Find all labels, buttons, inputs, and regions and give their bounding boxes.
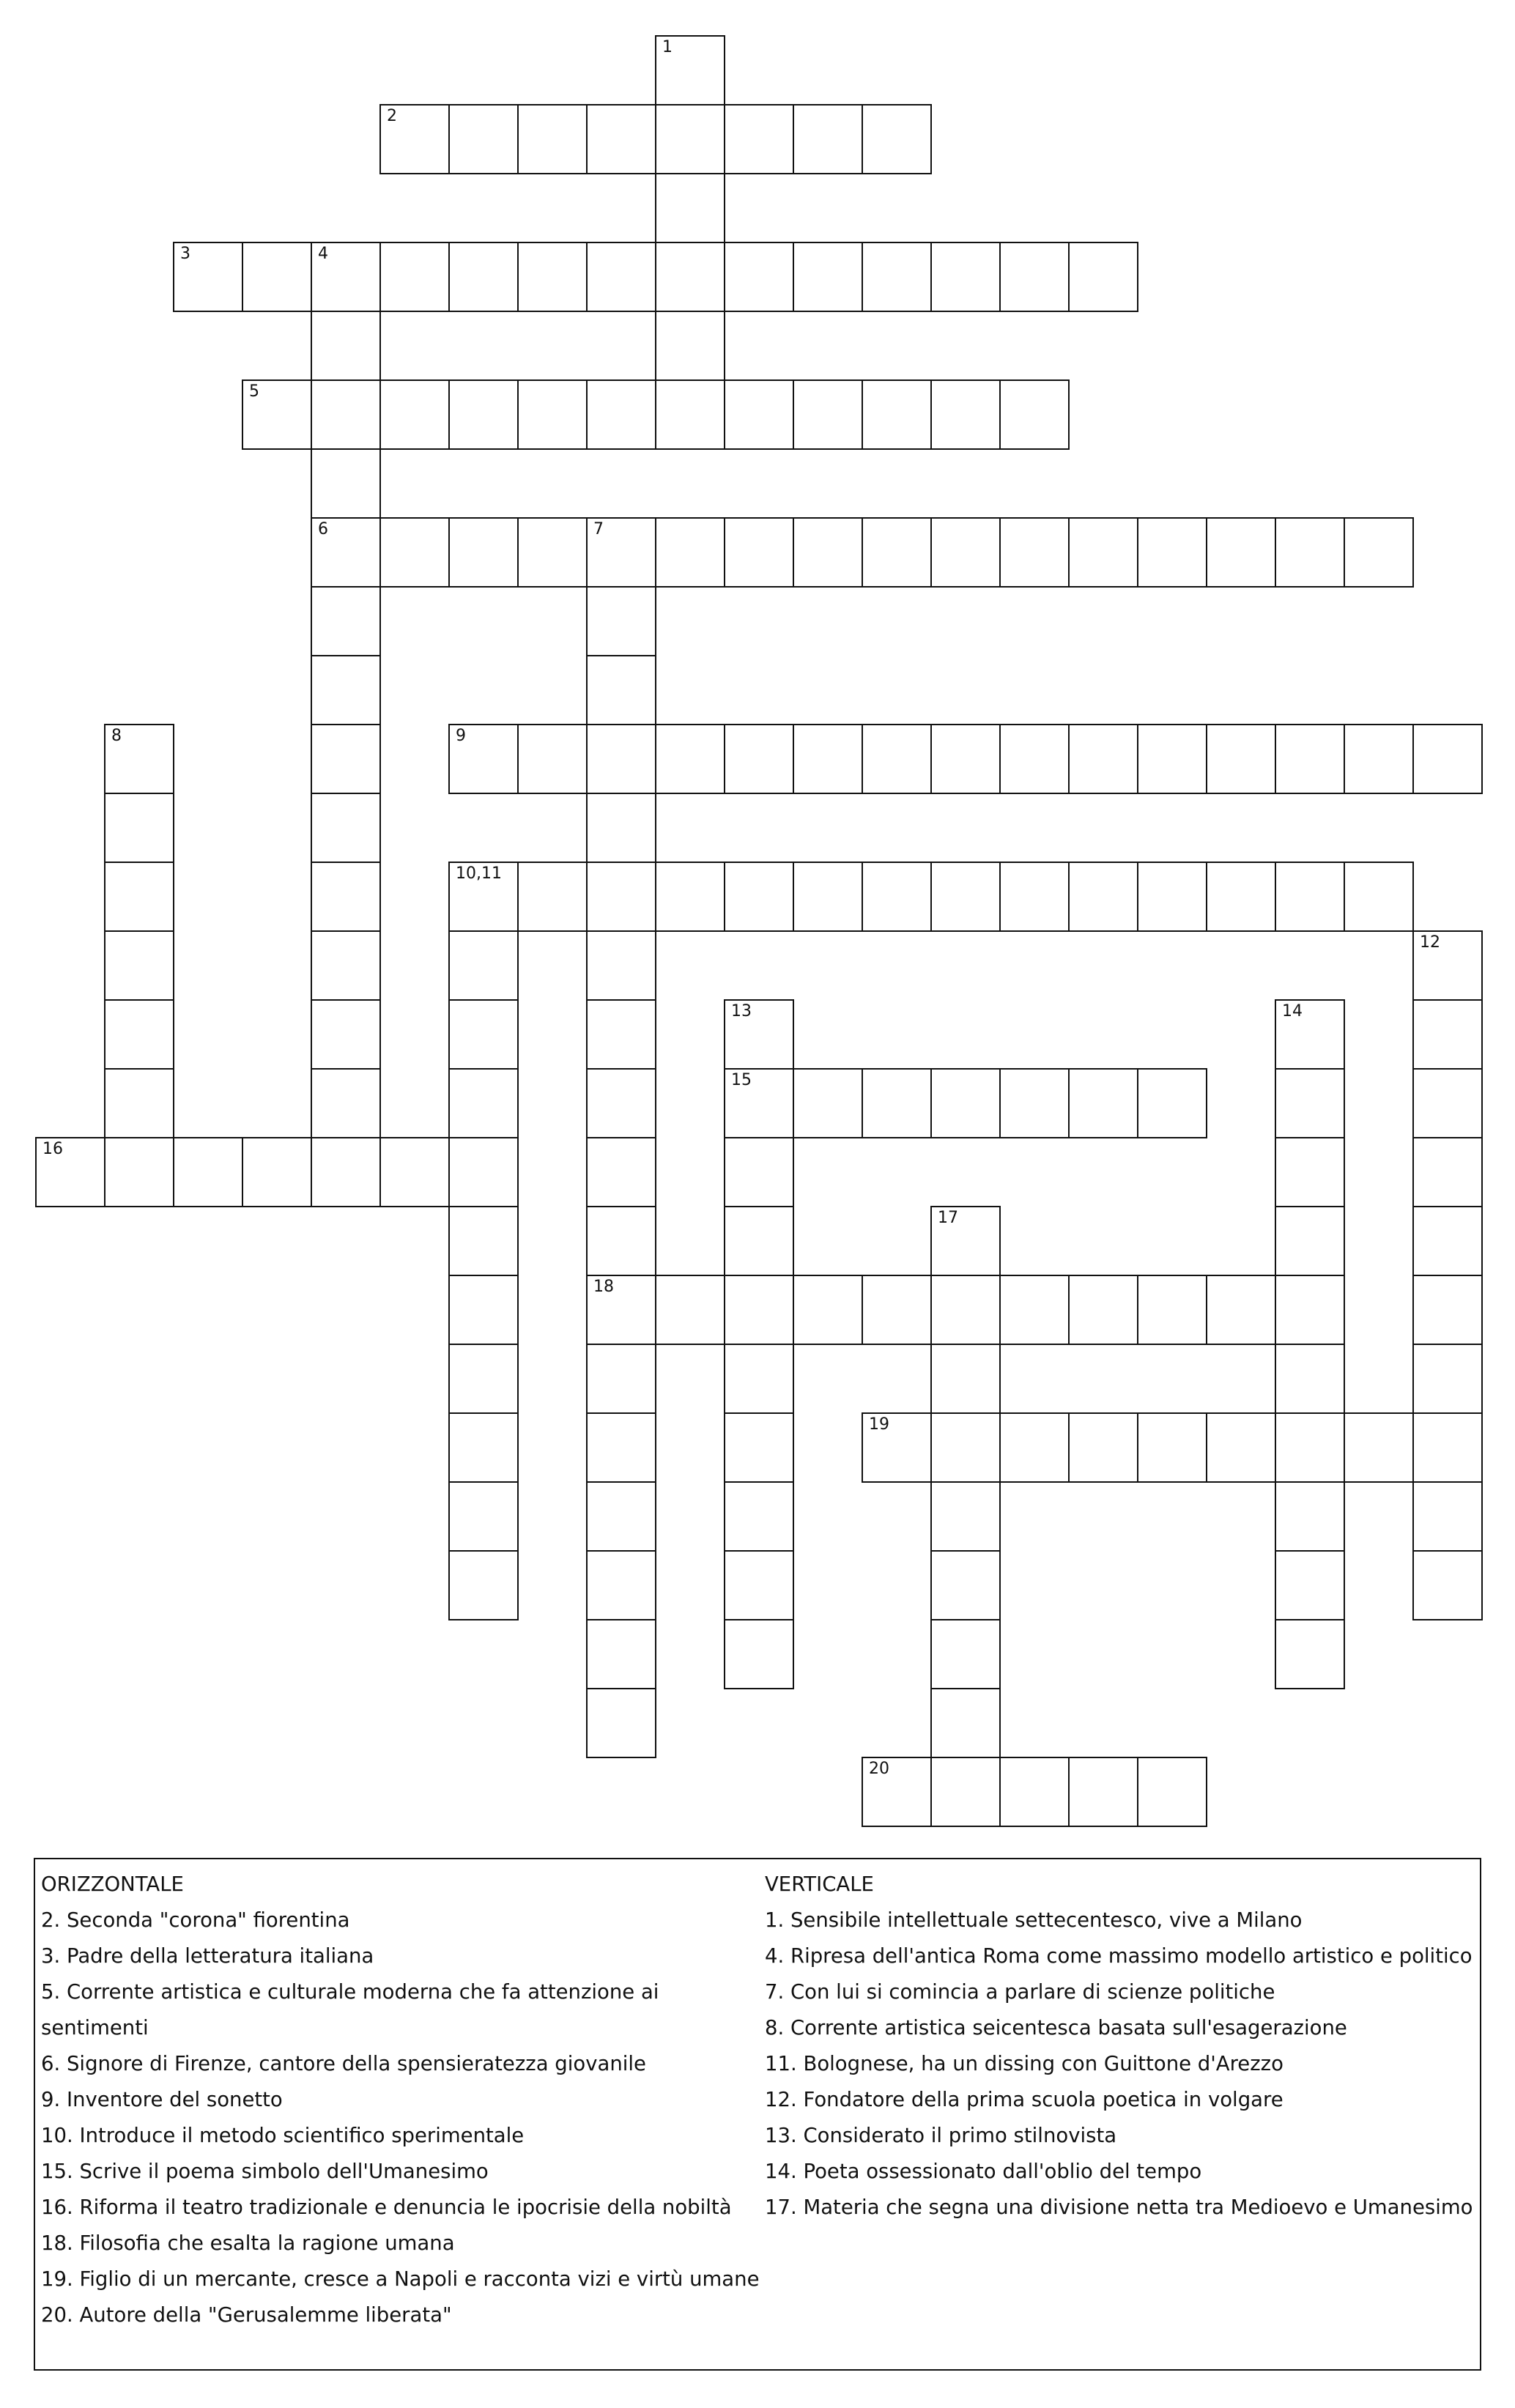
grid-cell[interactable] xyxy=(517,104,588,174)
clue-number: 6 xyxy=(318,520,328,538)
across-clues xyxy=(41,1867,760,2333)
grid-cell[interactable] xyxy=(930,862,1001,932)
grid-cell[interactable] xyxy=(448,242,519,312)
clue-number: 5 xyxy=(249,382,259,401)
grid-cell[interactable] xyxy=(1275,1344,1345,1414)
grid-cell[interactable] xyxy=(448,1275,519,1345)
grid-cell[interactable] xyxy=(104,1137,174,1207)
grid-cell[interactable] xyxy=(448,930,519,1001)
grid-cell[interactable] xyxy=(379,104,450,174)
grid-cell[interactable] xyxy=(1137,1275,1207,1345)
grid-cell[interactable] xyxy=(999,1757,1070,1827)
down-clue: 17. Materia che segna una divisione netta tra Medioevo e Umanesimo xyxy=(765,2196,1473,2219)
grid-cell[interactable] xyxy=(1068,1757,1138,1827)
grid-cell[interactable] xyxy=(448,517,519,588)
grid-cell[interactable] xyxy=(311,999,381,1070)
grid-cell[interactable] xyxy=(724,724,794,794)
grid-cell[interactable] xyxy=(311,930,381,1001)
grid-cell[interactable] xyxy=(1412,1137,1483,1207)
grid-cell[interactable] xyxy=(1068,1068,1138,1138)
grid-cell[interactable] xyxy=(379,379,450,450)
down-clue: 14. Poeta ossessionato dall'oblio del tempo xyxy=(765,2160,1202,2183)
grid-cell[interactable] xyxy=(1275,1068,1345,1138)
grid-cell[interactable] xyxy=(1137,1412,1207,1483)
grid-cell[interactable] xyxy=(1344,517,1414,588)
clue-number: 15 xyxy=(731,1071,752,1089)
grid-cell[interactable] xyxy=(724,862,794,932)
grid-cell[interactable] xyxy=(1412,930,1483,1001)
clue-number: 1 xyxy=(662,38,673,56)
grid-cell[interactable] xyxy=(930,1550,1001,1620)
down-clue: 4. Ripresa dell'antica Roma come massimo modello artistico e politico xyxy=(765,1944,1473,1968)
grid-cell[interactable] xyxy=(999,379,1070,450)
grid-cell[interactable] xyxy=(930,1068,1001,1138)
grid-cell[interactable] xyxy=(586,1412,656,1483)
grid-cell[interactable] xyxy=(586,1137,656,1207)
grid-cell[interactable] xyxy=(930,1688,1001,1758)
grid-cell[interactable] xyxy=(311,793,381,863)
grid-cell[interactable] xyxy=(517,517,588,588)
down-clue: 12. Fondatore della prima scuola poetica in volgare xyxy=(765,2088,1284,2111)
across-clue: sentimenti xyxy=(41,2016,149,2040)
grid-cell[interactable] xyxy=(586,586,656,656)
grid-cell[interactable] xyxy=(724,1550,794,1620)
grid-cell[interactable] xyxy=(311,1137,381,1207)
down-clue: 1. Sensibile intellettuale settecentesco, vive a Milano xyxy=(765,1908,1303,1932)
grid-cell[interactable] xyxy=(586,1344,656,1414)
grid-cell[interactable] xyxy=(655,862,725,932)
grid-cell[interactable] xyxy=(999,724,1070,794)
clue-number: 16 xyxy=(42,1140,63,1158)
grid-cell[interactable] xyxy=(104,793,174,863)
grid-cell[interactable] xyxy=(793,379,863,450)
grid-cell[interactable] xyxy=(655,379,725,450)
grid-cell[interactable] xyxy=(724,1275,794,1345)
grid-cell[interactable] xyxy=(586,104,656,174)
grid-cell[interactable] xyxy=(655,173,725,243)
grid-cell[interactable] xyxy=(999,517,1070,588)
grid-cell[interactable] xyxy=(862,724,932,794)
grid-cell[interactable] xyxy=(173,1137,243,1207)
grid-cell[interactable] xyxy=(862,1068,932,1138)
grid-cell[interactable] xyxy=(311,242,381,312)
grid-cell[interactable] xyxy=(586,517,656,588)
grid-cell[interactable] xyxy=(793,1068,863,1138)
grid-cell[interactable] xyxy=(311,517,381,588)
grid-cell[interactable] xyxy=(1068,517,1138,588)
grid-cell[interactable] xyxy=(655,724,725,794)
across-clue: 15. Scrive il poema simbolo dell'Umanesimo xyxy=(41,2160,489,2183)
grid-cell[interactable] xyxy=(724,1344,794,1414)
grid-cell[interactable] xyxy=(793,242,863,312)
grid-cell[interactable] xyxy=(448,1344,519,1414)
clue-number: 12 xyxy=(1420,933,1440,952)
across-clue: 10. Introduce il metodo scientifico sperimentale xyxy=(41,2124,525,2147)
grid-cell[interactable] xyxy=(930,242,1001,312)
grid-cell[interactable] xyxy=(930,1206,1001,1276)
grid-cell[interactable] xyxy=(724,242,794,312)
grid-cell[interactable] xyxy=(1068,242,1138,312)
grid-cell[interactable] xyxy=(173,242,243,312)
grid-cell[interactable] xyxy=(448,1206,519,1276)
grid-cell[interactable] xyxy=(862,242,932,312)
grid-cell[interactable] xyxy=(862,1412,932,1483)
grid-cell[interactable] xyxy=(586,1206,656,1276)
grid-cell[interactable] xyxy=(655,35,725,105)
grid-cell[interactable] xyxy=(999,862,1070,932)
grid-cell[interactable] xyxy=(1275,724,1345,794)
grid-cell[interactable] xyxy=(862,862,932,932)
grid-cell[interactable] xyxy=(1275,862,1345,932)
across-clue: 2. Seconda "corona" fiorentina xyxy=(41,1908,350,1932)
across-clue: 3. Padre della letteratura italiana xyxy=(41,1944,374,1968)
clue-number: 19 xyxy=(869,1415,889,1434)
grid-cell[interactable] xyxy=(1206,724,1276,794)
down-clue: 7. Con lui si comincia a parlare di scienze politiche xyxy=(765,1980,1275,2004)
grid-cell[interactable] xyxy=(1275,999,1345,1070)
grid-cell[interactable] xyxy=(586,999,656,1070)
grid-cell[interactable] xyxy=(586,724,656,794)
grid-cell[interactable] xyxy=(930,1275,1001,1345)
grid-cell[interactable] xyxy=(1412,1275,1483,1345)
clue-number: 7 xyxy=(593,520,604,538)
grid-cell[interactable] xyxy=(311,586,381,656)
grid-cell[interactable] xyxy=(724,1068,794,1138)
grid-cell[interactable] xyxy=(862,1757,932,1827)
grid-cell[interactable] xyxy=(104,1068,174,1138)
grid-cell[interactable] xyxy=(930,379,1001,450)
grid-cell[interactable] xyxy=(999,1275,1070,1345)
grid-cell[interactable] xyxy=(1137,724,1207,794)
grid-cell[interactable] xyxy=(586,1275,656,1345)
grid-cell[interactable] xyxy=(793,724,863,794)
grid-cell[interactable] xyxy=(242,1137,312,1207)
grid-cell[interactable] xyxy=(586,242,656,312)
across-clue: 18. Filosofia che esalta la ragione umana xyxy=(41,2231,455,2255)
grid-cell[interactable] xyxy=(930,1481,1001,1552)
grid-cell[interactable] xyxy=(1137,1757,1207,1827)
grid-cell[interactable] xyxy=(724,517,794,588)
grid-cell[interactable] xyxy=(586,930,656,1001)
grid-cell[interactable] xyxy=(724,104,794,174)
down-clue: 13. Considerato il primo stilnovista xyxy=(765,2124,1117,2147)
grid-cell[interactable] xyxy=(930,1344,1001,1414)
grid-cell[interactable] xyxy=(1275,1206,1345,1276)
across-title: ORIZZONTALE xyxy=(41,1872,184,1896)
clue-number: 13 xyxy=(731,1002,752,1020)
grid-cell[interactable] xyxy=(586,655,656,725)
grid-cell[interactable] xyxy=(448,1137,519,1207)
across-clue: 5. Corrente artistica e culturale moderna che fa attenzione ai xyxy=(41,1980,659,2004)
grid-cell[interactable] xyxy=(724,1481,794,1552)
clue-number: 20 xyxy=(869,1760,889,1778)
down-clue: 8. Corrente artistica seicentesca basata sull'esagerazione xyxy=(765,2016,1347,2040)
grid-cell[interactable] xyxy=(586,1550,656,1620)
grid-cell[interactable] xyxy=(1344,1412,1414,1483)
grid-cell[interactable] xyxy=(586,1068,656,1138)
grid-cell[interactable] xyxy=(793,517,863,588)
grid-cell[interactable] xyxy=(517,242,588,312)
grid-cell[interactable] xyxy=(862,1275,932,1345)
clue-number: 4 xyxy=(318,245,328,263)
grid-cell[interactable] xyxy=(242,379,312,450)
across-clue: 16. Riforma il teatro tradizionale e denuncia le ipocrisie della nobiltà xyxy=(41,2196,732,2219)
clues-box xyxy=(34,1858,1481,2371)
grid-cell[interactable] xyxy=(862,517,932,588)
grid-cell[interactable] xyxy=(862,104,932,174)
grid-cell[interactable] xyxy=(35,1137,105,1207)
down-clues xyxy=(765,1867,1473,2226)
grid-cell[interactable] xyxy=(1412,1550,1483,1620)
grid-cell[interactable] xyxy=(999,1068,1070,1138)
grid-cell[interactable] xyxy=(1412,1481,1483,1552)
grid-cell[interactable] xyxy=(379,242,450,312)
grid-cell[interactable] xyxy=(311,1068,381,1138)
clue-number: 17 xyxy=(938,1209,958,1227)
grid-cell[interactable] xyxy=(1068,1412,1138,1483)
clue-number: 3 xyxy=(180,245,190,263)
grid-cell[interactable] xyxy=(517,724,588,794)
grid-cell[interactable] xyxy=(311,655,381,725)
clue-number: 10,11 xyxy=(456,864,502,883)
grid-cell[interactable] xyxy=(448,1412,519,1483)
clue-number: 14 xyxy=(1282,1002,1303,1020)
grid-cell[interactable] xyxy=(655,242,725,312)
grid-cell[interactable] xyxy=(724,1206,794,1276)
grid-cell[interactable] xyxy=(104,930,174,1001)
across-clue: 9. Inventore del sonetto xyxy=(41,2088,283,2111)
grid-cell[interactable] xyxy=(448,1550,519,1620)
grid-cell[interactable] xyxy=(793,104,863,174)
grid-cell[interactable] xyxy=(1206,517,1276,588)
grid-cell[interactable] xyxy=(999,1412,1070,1483)
grid-cell[interactable] xyxy=(1137,1068,1207,1138)
grid-cell[interactable] xyxy=(1206,1412,1276,1483)
grid-cell[interactable] xyxy=(311,724,381,794)
grid-cell[interactable] xyxy=(655,311,725,381)
grid-cell[interactable] xyxy=(862,379,932,450)
grid-cell[interactable] xyxy=(1275,1550,1345,1620)
clue-number: 18 xyxy=(593,1278,614,1296)
grid-cell[interactable] xyxy=(1275,1137,1345,1207)
grid-cell[interactable] xyxy=(242,242,312,312)
grid-cell[interactable] xyxy=(655,1275,725,1345)
grid-cell[interactable] xyxy=(586,862,656,932)
grid-cell[interactable] xyxy=(1412,1344,1483,1414)
grid-cell[interactable] xyxy=(311,862,381,932)
grid-cell[interactable] xyxy=(1275,1481,1345,1552)
grid-cell[interactable] xyxy=(1412,724,1483,794)
grid-cell[interactable] xyxy=(586,1619,656,1689)
grid-cell[interactable] xyxy=(104,862,174,932)
grid-cell[interactable] xyxy=(1275,1619,1345,1689)
grid-cell[interactable] xyxy=(1412,1412,1483,1483)
grid-cell[interactable] xyxy=(793,862,863,932)
grid-cell[interactable] xyxy=(104,999,174,1070)
grid-cell[interactable] xyxy=(1206,1275,1276,1345)
grid-cell[interactable] xyxy=(930,724,1001,794)
grid-cell[interactable] xyxy=(793,1275,863,1345)
grid-cell[interactable] xyxy=(586,379,656,450)
across-clue: 20. Autore della "Gerusalemme liberata" xyxy=(41,2303,452,2327)
grid-cell[interactable] xyxy=(999,242,1070,312)
grid-cell[interactable] xyxy=(379,1137,450,1207)
grid-cell[interactable] xyxy=(724,1137,794,1207)
clue-number: 8 xyxy=(111,727,122,745)
grid-cell[interactable] xyxy=(655,517,725,588)
grid-cell[interactable] xyxy=(104,724,174,794)
grid-cell[interactable] xyxy=(448,724,519,794)
grid-cell[interactable] xyxy=(1275,1275,1345,1345)
grid-cell[interactable] xyxy=(1275,517,1345,588)
grid-cell[interactable] xyxy=(448,1068,519,1138)
grid-cell[interactable] xyxy=(724,1619,794,1689)
across-clue: 19. Figlio di un mercante, cresce a Napoli e racconta vizi e virtù umane xyxy=(41,2267,760,2291)
grid-cell[interactable] xyxy=(448,379,519,450)
grid-cell[interactable] xyxy=(1412,1068,1483,1138)
across-clue: 6. Signore di Firenze, cantore della spensieratezza giovanile xyxy=(41,2052,646,2075)
grid-cell[interactable] xyxy=(586,1481,656,1552)
grid-cell[interactable] xyxy=(1412,1206,1483,1276)
clue-number: 9 xyxy=(456,727,466,745)
grid-cell[interactable] xyxy=(517,379,588,450)
clue-number: 2 xyxy=(387,107,397,125)
grid-cell[interactable] xyxy=(1068,1275,1138,1345)
grid-cell[interactable] xyxy=(586,793,656,863)
grid-cell[interactable] xyxy=(1137,862,1207,932)
grid-cell[interactable] xyxy=(379,517,450,588)
grid-cell[interactable] xyxy=(311,448,381,519)
grid-cell[interactable] xyxy=(1412,999,1483,1070)
grid-cell[interactable] xyxy=(311,311,381,381)
grid-cell[interactable] xyxy=(448,1481,519,1552)
grid-cell[interactable] xyxy=(724,379,794,450)
grid-cell[interactable] xyxy=(724,1412,794,1483)
grid-cell[interactable] xyxy=(448,104,519,174)
grid-cell[interactable] xyxy=(517,862,588,932)
grid-cell[interactable] xyxy=(448,862,519,932)
grid-cell[interactable] xyxy=(311,379,381,450)
grid-cell[interactable] xyxy=(1344,724,1414,794)
grid-cell[interactable] xyxy=(930,1757,1001,1827)
grid-cell[interactable] xyxy=(930,1412,1001,1483)
grid-cell[interactable] xyxy=(1206,862,1276,932)
grid-cell[interactable] xyxy=(930,1619,1001,1689)
grid-cell[interactable] xyxy=(448,999,519,1070)
down-clue: 11. Bolognese, ha un dissing con Guittone d'Arezzo xyxy=(765,2052,1284,2075)
grid-cell[interactable] xyxy=(586,1688,656,1758)
grid-cell[interactable] xyxy=(724,999,794,1070)
grid-cell[interactable] xyxy=(930,517,1001,588)
grid-cell[interactable] xyxy=(1068,862,1138,932)
grid-cell[interactable] xyxy=(655,104,725,174)
down-title: VERTICALE xyxy=(765,1872,874,1896)
grid-cell[interactable] xyxy=(1344,862,1414,932)
grid-cell[interactable] xyxy=(1275,1412,1345,1483)
grid-cell[interactable] xyxy=(1068,724,1138,794)
grid-cell[interactable] xyxy=(1137,517,1207,588)
